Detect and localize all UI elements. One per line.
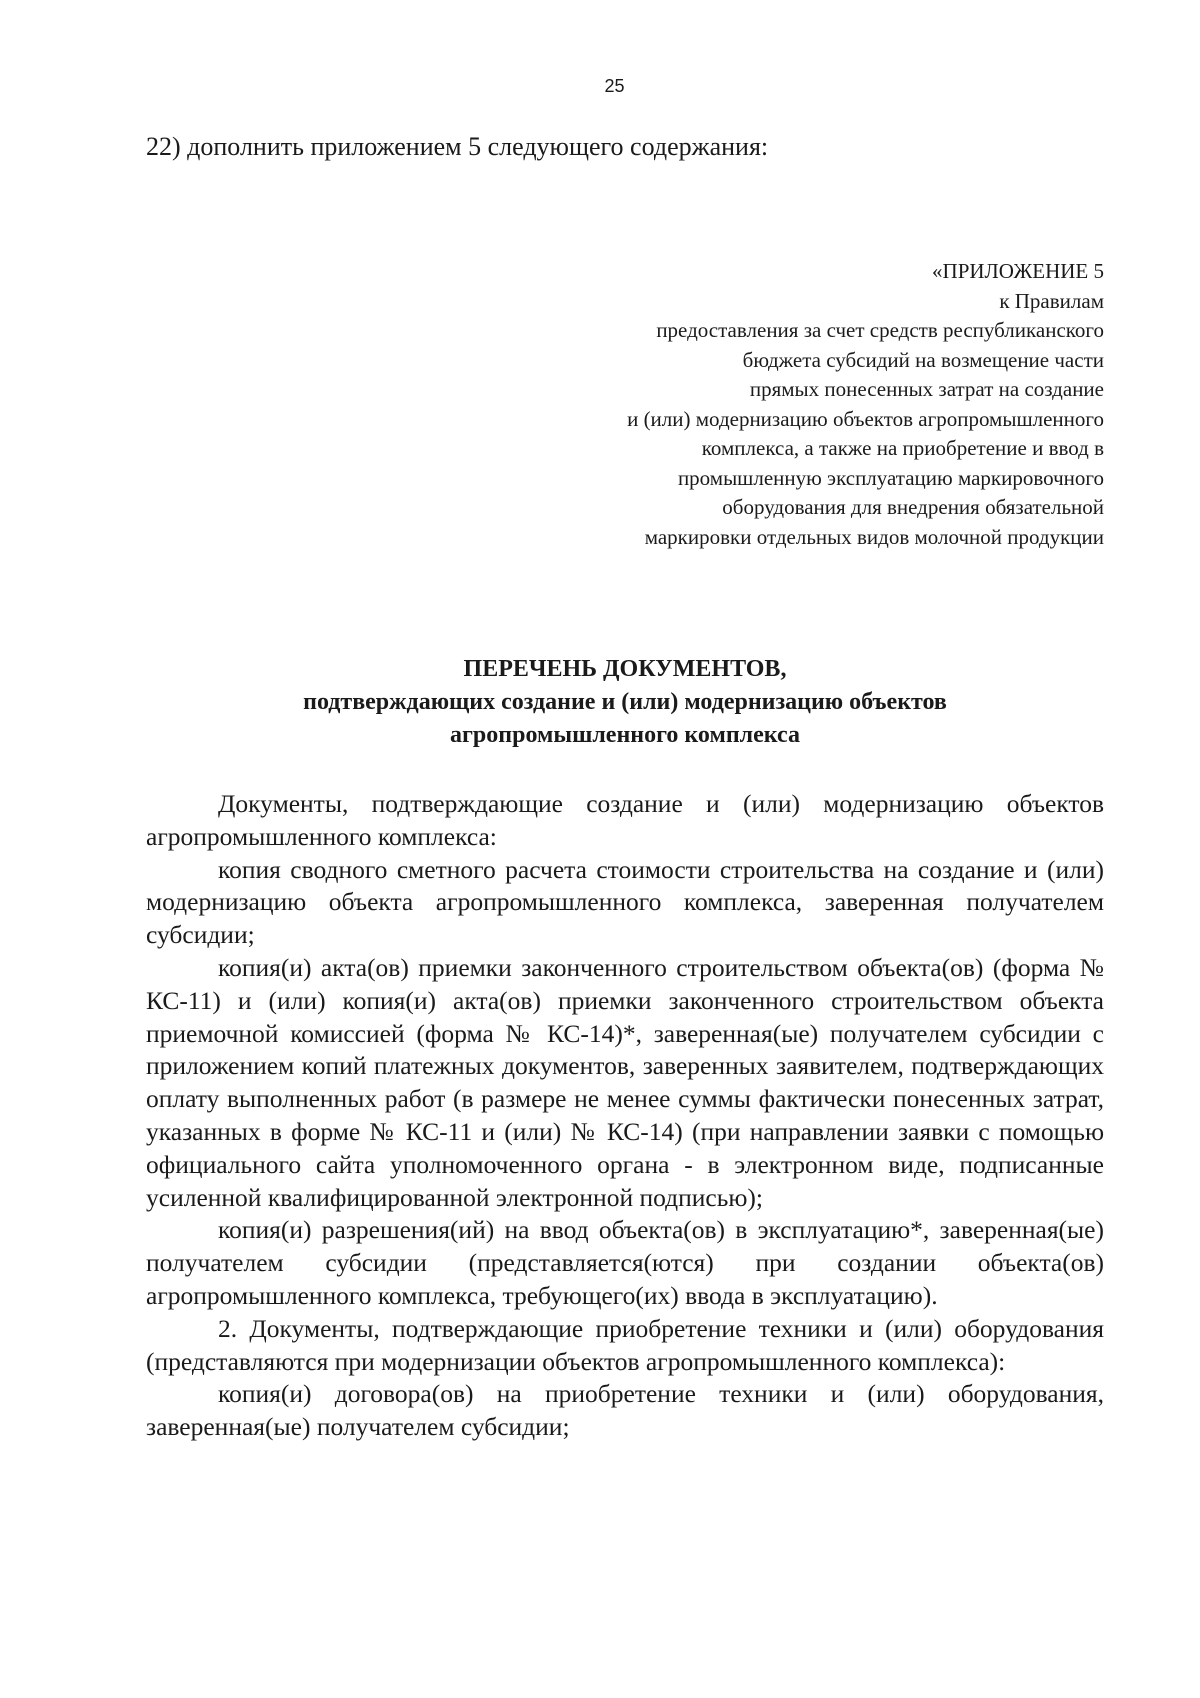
page-number: 25 (604, 76, 625, 96)
appendix-header-line: «ПРИЛОЖЕНИЕ 5 (932, 259, 1104, 283)
appendix-header-line: бюджета субсидий на возмещение части (742, 347, 1104, 372)
appendix-header-line: маркировки отдельных видов молочной продукции (644, 524, 1104, 549)
appendix-header-line: предоставления за счет средств республиканского (656, 318, 1104, 342)
heading-subtitle-line-2: агропромышленного комплекса (450, 722, 800, 748)
appendix-header-line: прямых понесенных затрат на создание (749, 377, 1104, 401)
appendix-header-line: и (или) модернизацию объектов агропромышленного (627, 406, 1104, 431)
document-heading (146, 653, 1104, 752)
appendix-header-line: к Правилам (999, 288, 1104, 313)
appendix-header-line: оборудования для внедрения обязательной (722, 495, 1104, 519)
body-paragraph: копия(и) акта(ов) приемки законченного строительством объекта(ов) (форма № КС-11) и (или) копия(и) акта(ов) приемки законченного строительством объекта приемочной комиссией (форма № КС-14)*, заверенная(ые) получателем субсидии с приложением копий платежных документов, заверенных заявителем, подтверждающих оплату выполненных работ (в размере не менее суммы фактически понесенных затрат, указанных в форме № КС-11 и (или) № КС-14) (при направлении заявки с помощью официального сайта уполномоченного органа - в электронном виде, подписанные усиленной квалифицированной электронной подписью); (146, 952, 1104, 1212)
heading-title: ПЕРЕЧЕНЬ ДОКУМЕНТОВ, (463, 656, 787, 682)
body-paragraph: копия(и) договора(ов) на приобретение техники и (или) оборудования, заверенная(ые) получателем субсидии; (146, 1379, 1104, 1442)
body-paragraph: копия сводного сметного расчета стоимости строительства на создание и (или) модернизацию объекта агропромышленного комплекса, заверенная получателем субсидии; (146, 854, 1104, 950)
body-paragraph: 2. Документы, подтверждающие приобретение техники и (или) оборудования (представляются при модернизации объектов агропромышленного комплекса): (146, 1313, 1104, 1376)
appendix-header-line: комплекса, а также на приобретение и ввод в (701, 436, 1104, 460)
body-paragraph: Документы, подтверждающие создание и (или) модернизацию объектов агропромышленного комплекса: (146, 789, 1104, 851)
body-paragraph: копия(и) разрешения(ий) на ввод объекта(ов) в эксплуатацию*, заверенная(ые) получателем субсидии (представляется(ются) при создании объекта(ов) агропромышленного комплекса, требующего(их) ввода в эксплуатацию). (146, 1215, 1104, 1310)
appendix-header-line: промышленную эксплуатацию маркировочного (677, 465, 1104, 490)
heading-subtitle-line-1: подтверждающих создание и (или) модернизацию объектов (303, 689, 947, 715)
document-body (146, 788, 1104, 1444)
intro-text: 22) дополнить приложением 5 следующего содержания: (146, 132, 769, 161)
appendix-header (484, 257, 1104, 552)
